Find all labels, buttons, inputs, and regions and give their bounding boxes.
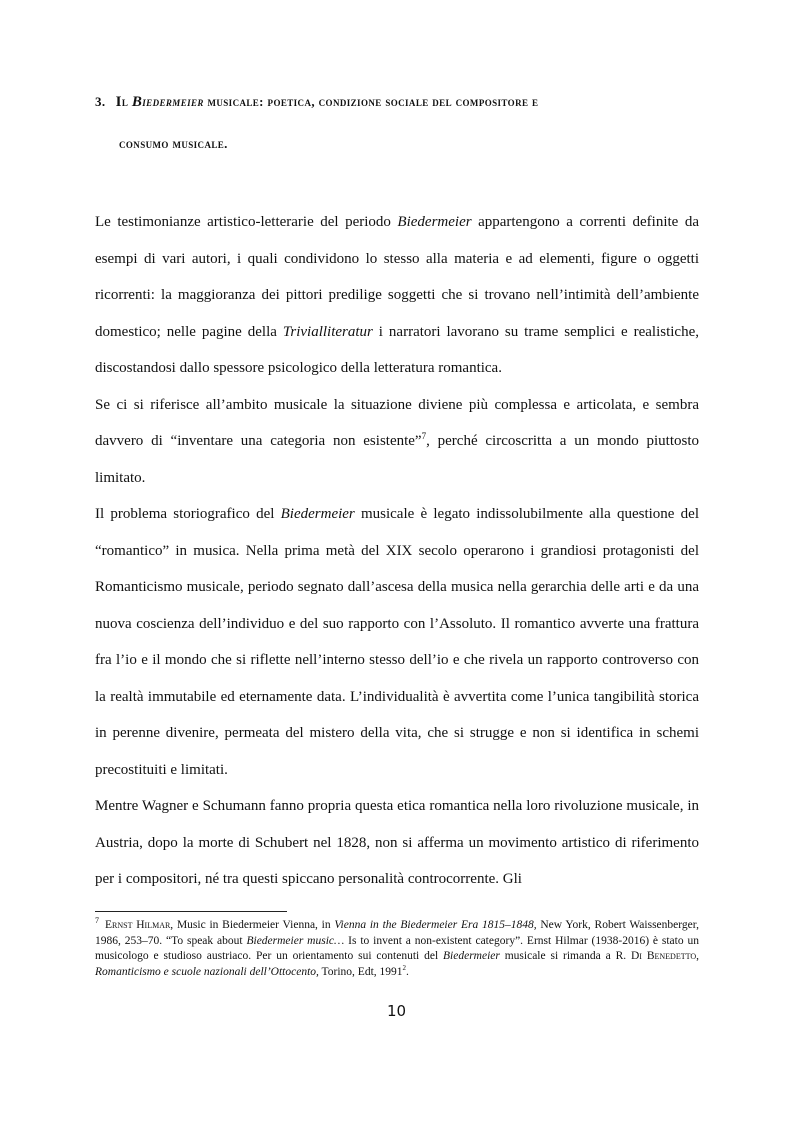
paragraph-3: Il problema storiografico del Biedermeier musicale è legato indissolubilmente alla questione del “romantico” in musica. Nella prima metà del XIX secolo operarono i grandiosi protagonisti del Romanticismo musicale, periodo segnato dall’ascesa della musica nella gerarchia delle arti e da una nuova coscienza dell’individuo e del suo rapporto con l’Assoluto. Il romantico avverte una frattura fra l’io e il mondo che si riflette nell’interno stesso dell’io e che rivela un rapporto controverso con la realtà immutabile ed eternamente data. L’individualità è avvertita come l’unica tangibilità storica in perenne divenire, permeata del mistero della vita, che si strugge e non si identifica in schemi precostituiti e limitati. bbox=[95, 506, 699, 778]
section-heading-line-2: consumo musicale. bbox=[119, 136, 228, 151]
footnote-number: 7 bbox=[95, 916, 99, 925]
footnote-reference[interactable]: 7 bbox=[421, 431, 427, 441]
footnote-divider bbox=[95, 911, 287, 912]
section-number: 3. bbox=[95, 94, 106, 109]
paragraph-1: Le testimonianze artistico-letterarie del periodo Biedermeier appartengono a correnti definite da esempi di vari autori, i quali condividono lo stesso alla materia e ad elementi, figure o oggetti ricorrenti: la maggioranza dei pittori predilige soggetti che si trovano nell’intimità dell’ambiente domestico; nelle pagine della Trivialliteratur i narratori lavorano su trame semplici e realistiche, discostandosi dallo spessore psicologico della letteratura romantica. bbox=[95, 214, 699, 376]
page-number: 10 bbox=[386, 1002, 407, 1020]
footnote: $^7$ Ernst Hilmar, Music in Biedermeier Vienna, in Vienna in the Biedermeier Era 1815–1848, New York, Robert Waissenberger, 1986, 253–70. “To speak about Biedermeier music… Is to invent a non-existent category”. Ernst Hilmar (1938-2016) è stato un musicologo e studioso austriaco. Per un orientamento sui contenuti del Biedermeier musicale si rimanda a R. Di Benedetto, Romanticismo e scuole nazionali dell’Ottocento, Torino, Edt, 1991$^2$. bbox=[95, 916, 699, 978]
paragraph-4: Mentre Wagner e Schumann fanno propria questa etica romantica nella loro rivoluzione musicale, in Austria, dopo la morte di Schubert nel 1828, non si afferma un movimento artistico di riferimento per i compositori, né tra questi spiccano personalità controcorrente. Gli bbox=[95, 798, 699, 887]
section-heading-line-1: 3. Il Biedermeier musicale: poetica, condizione sociale del compositore e bbox=[95, 94, 539, 110]
footnote-author: Ernst Hilmar, bbox=[105, 919, 174, 931]
body-text bbox=[95, 204, 699, 898]
paragraph-2: Se ci si riferisce all’ambito musicale la situazione diviene più complessa e articolata, e sembra davvero di “inventare una categoria non esistente”$^7$, perché circoscritta a un mondo piuttosto limitato. bbox=[95, 396, 699, 486]
